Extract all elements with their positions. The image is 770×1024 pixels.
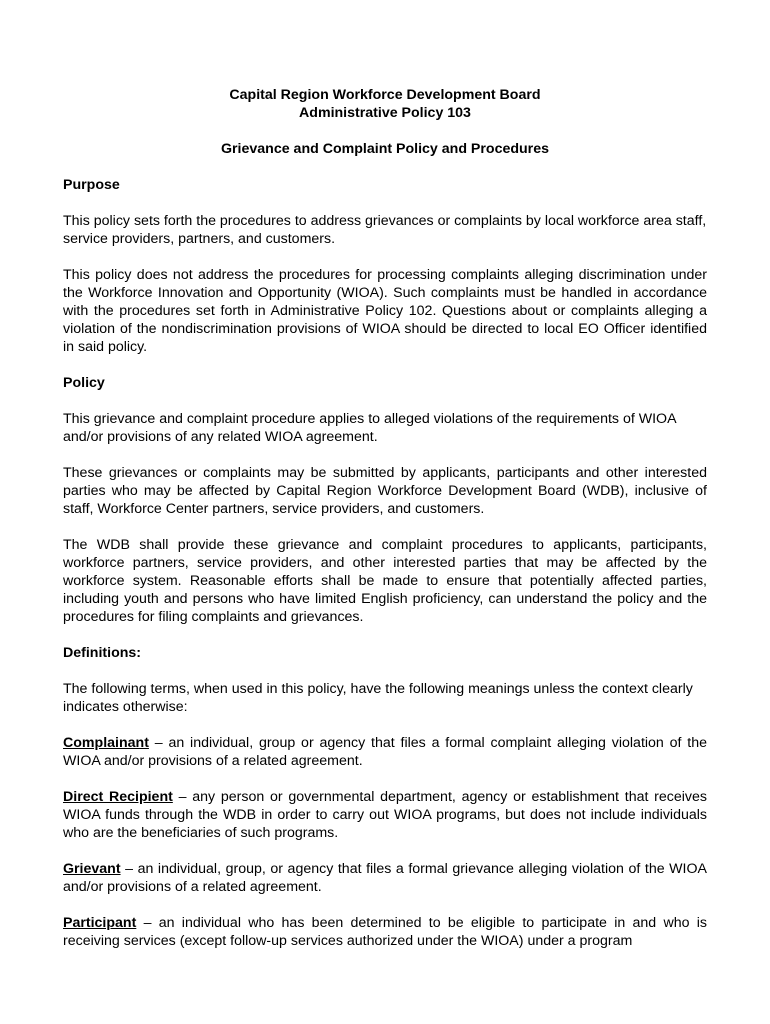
definition-text: – an individual who has been determined to be eligible to participate in and who is receiving services (except follow-up services authorized under the WIOA) under a program (63, 915, 707, 949)
definition-term: Participant (63, 915, 137, 931)
purpose-paragraph-1: This policy sets forth the procedures to address grievances or complaints by local workforce area staff, service providers, partners, and customers. (63, 213, 707, 247)
purpose-heading: Purpose (63, 177, 120, 193)
definition-term: Complainant (63, 735, 149, 751)
policy-heading: Policy (63, 375, 105, 391)
purpose-paragraph-2: This policy does not address the procedures for processing complaints alleging discrimination under the Workforce Innovation and Opportunity (WIOA). Such complaints must be handled in accordance with the procedures set forth in Administrative Policy 102. Questions about or complaints alleging a violation of the nondiscrimination provisions of WIOA should be directed to local EO Officer identified in said policy. (63, 267, 707, 355)
policy-paragraph-1: This grievance and complaint procedure applies to alleged violations of the requirements of WIOA and/or provisions of any related WIOA agreement. (63, 411, 676, 445)
definition-complainant (63, 734, 707, 770)
policy-paragraph-3: The WDB shall provide these grievance and complaint procedures to applicants, participants, workforce partners, service providers, and other interested parties that may be affected by the workforce system. Reasonable efforts shall be made to ensure that potentially affected parties, including youth and persons who have limited English proficiency, can understand the policy and the procedures for filing complaints and grievances. (63, 537, 707, 625)
definition-participant (63, 914, 707, 950)
definition-grievant (63, 860, 707, 896)
definition-text: – an individual, group or agency that files a formal complaint alleging violation of the WIOA and/or provisions of a related agreement. (63, 735, 707, 769)
definition-direct-recipient (63, 788, 707, 842)
document-title: Grievance and Complaint Policy and Procedures (221, 141, 549, 157)
definitions-heading: Definitions: (63, 645, 142, 661)
policy-paragraph-2: These grievances or complaints may be submitted by applicants, participants and other interested parties who may be affected by Capital Region Workforce Development Board (WDB), inclusive of staff, Workforce Center partners, service providers, and customers. (63, 465, 707, 517)
definition-term: Grievant (63, 861, 121, 877)
definition-text: – an individual, group, or agency that files a formal grievance alleging violation of the WIOA and/or provisions of a related agreement. (63, 861, 707, 895)
org-name: Capital Region Workforce Development Board (229, 87, 541, 103)
definitions-intro: The following terms, when used in this policy, have the following meanings unless the context clearly indicates otherwise: (63, 681, 693, 715)
policy-number: Administrative Policy 103 (299, 105, 471, 121)
definition-term: Direct Recipient (63, 789, 173, 805)
definition-text: – any person or governmental department, agency or establishment that receives WIOA funds through the WDB in order to carry out WIOA programs, but does not include individuals who are the beneficiaries of such programs. (63, 789, 708, 841)
